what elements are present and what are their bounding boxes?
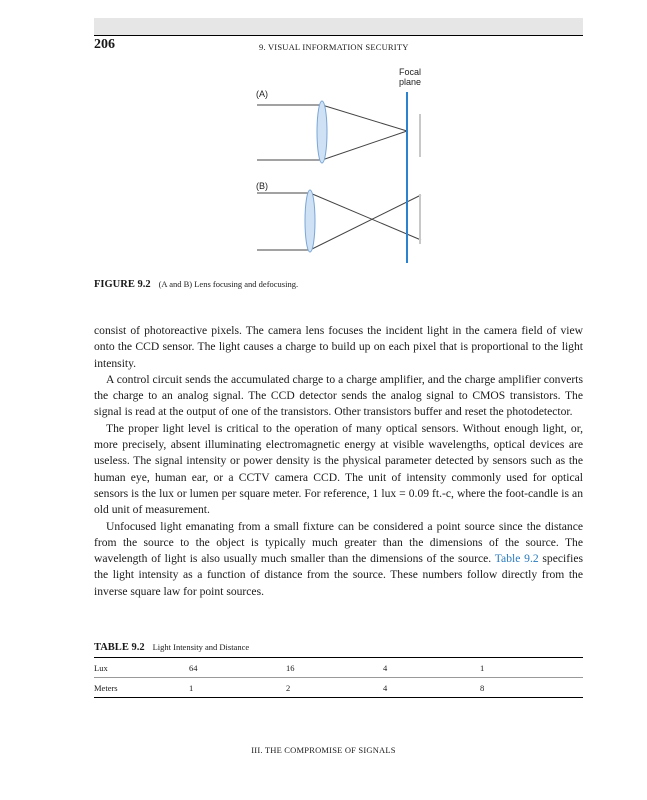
- figure-caption: [94, 279, 298, 290]
- paragraph-3: The proper light level is critical to the operation of many optical sensors. Without enough light, or, more precisely, absent illuminating electromagnetic energy at visible wavelengths, optical devices are useless. The signal intensity or power density is the physical parameter detected by sensors such as the human eye, human ear, or a CCTV camera CCD. The unit of intensity commonly used for optical sensors is the lux or lumen per square meter. For reference, 1 lux = 0.09 ft.-c, where the foot-candle is an old unit of measurement.: [94, 421, 583, 517]
- table-row-meters: [94, 678, 583, 698]
- table-cell: 4: [383, 658, 480, 678]
- defocusing-diagram: [257, 190, 421, 252]
- light-intensity-table: [94, 657, 583, 698]
- running-head: 9. VISUAL INFORMATION SECURITY: [259, 42, 409, 52]
- label-b: (B): [256, 181, 268, 191]
- paragraph-1: consist of photoreactive pixels. The camera lens focuses the incident light in the camera field of view onto the CCD sensor. The light causes a charge to build up on each pixel that is proportional to the light intensity.: [94, 324, 583, 370]
- table-caption-text: Light Intensity and Distance: [152, 642, 250, 652]
- figure-caption-label: FIGURE 9.2: [94, 279, 151, 290]
- table-cell: 16: [286, 658, 383, 678]
- table-cell: 8: [480, 678, 583, 698]
- ray-b-top-converging: [310, 193, 421, 240]
- table-cell: 2: [286, 678, 383, 698]
- page-footer: III. THE COMPROMISE OF SIGNALS: [251, 745, 396, 755]
- paragraph-2: A control circuit sends the accumulated charge to a charge amplifier, and the charge amplifier converts the charge to an analog signal. The CCD detector sends the analog signal to CMOS transistors. The signal is read at the output of one of the transistors. Other transistors buffer and reset the photodetector.: [94, 372, 583, 419]
- ray-a-top-converging: [322, 105, 407, 131]
- ray-a-bottom-converging: [322, 131, 407, 160]
- paragraph-4: [94, 519, 583, 600]
- header-rule: [94, 35, 583, 36]
- figure-caption-text: (A and B) Lens focusing and defocusing.: [158, 279, 299, 289]
- lens-diagram: [94, 60, 583, 270]
- body-text: [94, 323, 583, 600]
- focal-plane-label-line1: Focal: [398, 67, 421, 77]
- label-a: (A): [256, 89, 268, 99]
- page-number: 206: [94, 37, 115, 52]
- table-cell: 64: [189, 658, 286, 678]
- paragraph-4-text-b: specifies the light intensity as a function of distance from the source. These numbers follow directly from the inverse square law for point sources.: [94, 552, 583, 598]
- focal-plane-label: [388, 67, 432, 87]
- lens-b: [305, 190, 315, 252]
- table-row-lux: [94, 658, 583, 678]
- focal-plane-label-line2: plane: [398, 77, 422, 87]
- lens-a: [317, 101, 327, 163]
- table-cell: 1: [189, 678, 286, 698]
- header-bar: [94, 18, 583, 35]
- table-caption-label: TABLE 9.2: [94, 642, 145, 653]
- table-cell: 4: [383, 678, 480, 698]
- table-9-2-link[interactable]: Table 9.2: [494, 552, 539, 566]
- paragraph-4-text-a: Unfocused light emanating from a small fixture can be considered a point source since the distance from the source to the object is typically much greater than the dimensions of the source. The wavelength of light is also usually much smaller than the dimensions of the source.: [94, 519, 583, 566]
- focusing-diagram: [257, 101, 420, 163]
- table-cell: Lux: [94, 658, 189, 678]
- table-caption: [94, 642, 249, 653]
- table-cell: Meters: [94, 678, 189, 698]
- ray-b-bottom-converging: [310, 195, 421, 250]
- table-cell: 1: [480, 658, 583, 678]
- lens-figure: [94, 60, 583, 270]
